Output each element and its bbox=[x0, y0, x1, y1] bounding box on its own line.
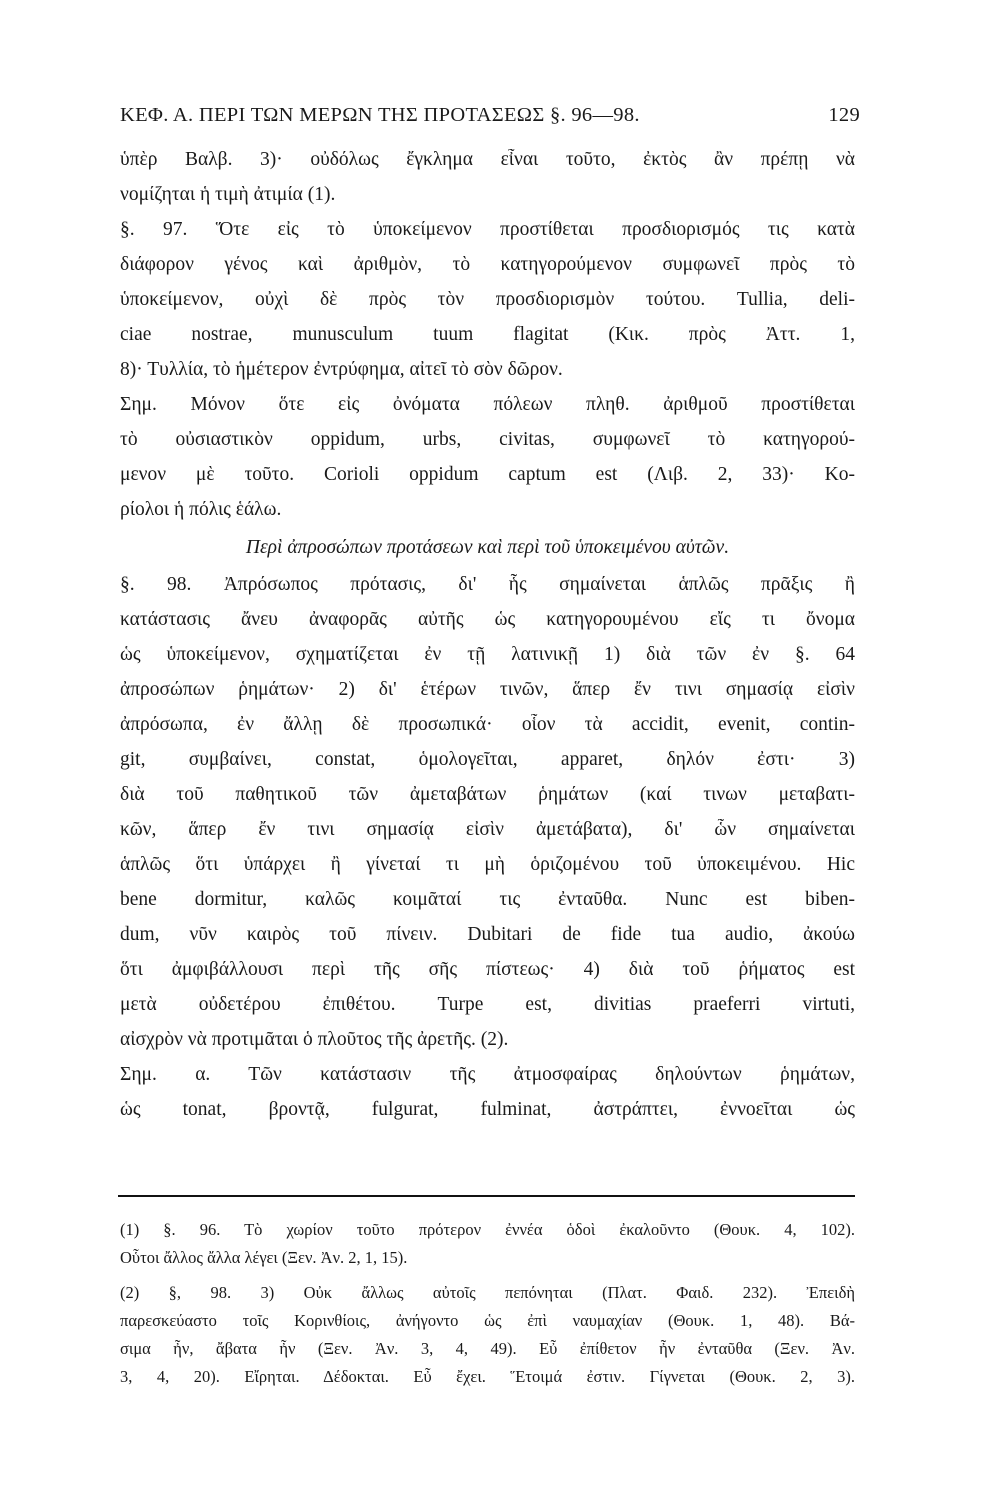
footnote-line: παρεσκεύαστο τοῖς Κορινθίοις, ἀνήγοντο ὡς ἐπὶ ναυμαχίαν (Θουκ. 1, 48). Βά- bbox=[120, 1311, 855, 1330]
text-line: ὑποκείμενον, οὐχὶ δὲ πρὸς τὸν προσδιορισμὸν τούτου. Tullia, deli- bbox=[120, 289, 855, 310]
text-line: git, συμβαίνει, constat, ὁμολογεῖται, apparet, δηλόν ἐστι· 3) bbox=[120, 749, 855, 770]
footnote-line: (1) §. 96. Τὸ χωρίον τοῦτο πρότερον ἐννέα ὁδοὶ ἐκαλοῦντο (Θουκ. 4, 102). bbox=[120, 1220, 855, 1239]
footnote-line: 3, 4, 20). Εἴρηται. Δέδοκται. Εὖ ἔχει. Ἕτοιμά ἐστιν. Γίγνεται (Θουκ. 2, 3). bbox=[120, 1367, 855, 1386]
text-line: αἰσχρὸν νὰ προτιμᾶται ὁ πλοῦτος τῆς ἀρετῆς. (2). bbox=[120, 1029, 509, 1050]
text-line: ὡς ὑποκείμενον, σχηματίζεται ἐν τῇ λατινικῇ 1) διὰ τῶν ἐν §. 64 bbox=[120, 644, 855, 665]
text-line: τὸ οὐσιαστικὸν oppidum, urbs, civitas, συμφωνεῖ τὸ κατηγορού- bbox=[120, 429, 855, 450]
text-line: Σημ. α. Τῶν κατάστασιν τῆς ἀτμοσφαίρας δηλούντων ῥημάτων, bbox=[120, 1064, 855, 1085]
running-header bbox=[120, 104, 860, 127]
text-line: ciae nostrae, munusculum tuum flagitat (Κικ. πρὸς Ἀττ. 1, bbox=[120, 324, 855, 345]
text-line: §. 97. Ὅτε εἰς τὸ ὑποκείμενον προστίθεται προσδιορισμός τις κατὰ bbox=[120, 219, 855, 240]
text-line: μετὰ οὐδετέρου ἐπιθέτου. Turpe est, divitias praeferri virtuti, bbox=[120, 994, 855, 1015]
text-line: Σημ. Μόνον ὅτε εἰς ὀνόματα πόλεων πληθ. ἀριθμοῦ προστίθεται bbox=[120, 394, 855, 415]
text-line: ὑπὲρ Βαλβ. 3)· οὐδόλως ἔγκλημα εἶναι τοῦτο, ἐκτὸς ἂν πρέπῃ νὰ bbox=[120, 149, 855, 170]
footnote-divider bbox=[118, 1195, 855, 1197]
text-line: ὡς tonat, βροντᾷ, fulgurat, fulminat, ἀστράπτει, ἐννοεῖται ὡς bbox=[120, 1099, 855, 1120]
text-line: ἀπροσώπων ῥημάτων· 2) δι' ἑτέρων τινῶν, ἅπερ ἔν τινι σημασίᾳ εἰσὶν bbox=[120, 679, 855, 700]
footnote-line: σιμα ἦν, ἄβατα ἦν (Ξεν. Ἀν. 3, 4, 49). Εὖ ἐπίθετον ἦν ἐνταῦθα (Ξεν. Ἀν. bbox=[120, 1339, 855, 1358]
text-line: ἀπρόσωπα, ἐν ἄλλῃ δὲ προσωπικά· οἷον τὰ accidit, evenit, contin- bbox=[120, 714, 855, 735]
text-line: διάφορον γένος καὶ ἀριθμὸν, τὸ κατηγορούμενον συμφωνεῖ πρὸς τὸ bbox=[120, 254, 855, 275]
text-line: κῶν, ἅπερ ἔν τινι σημασίᾳ εἰσὶν ἀμετάβατα), δι' ὧν σημαίνεται bbox=[120, 819, 855, 840]
footnote-line: (2) §, 98. 3) Οὐκ ἄλλως αὐτοῖς πεπόνηται (Πλατ. Φαιδ. 232). Ἐπειδὴ bbox=[120, 1283, 855, 1302]
section-heading: Περὶ ἀπροσώπων προτάσεων καὶ περὶ τοῦ ὑποκειμένου αὐτῶν. bbox=[245, 537, 730, 558]
chapter-title: ΚΕΦ. Α. ΠΕΡΙ ΤΩΝ ΜΕΡΩΝ ΤΗΣ ΠΡΟΤΑΣΕΩΣ §. 96—98. bbox=[120, 104, 640, 126]
text-line: νομίζηται ἡ τιμὴ ἀτιμία (1). bbox=[120, 184, 336, 205]
text-line: μενον μὲ τοῦτο. Corioli oppidum captum est (Λιβ. 2, 33)· Κο- bbox=[120, 464, 855, 485]
text-line: διὰ τοῦ παθητικοῦ τῶν ἀμεταβάτων ῥημάτων (καί τινων μεταβατι- bbox=[120, 784, 855, 805]
text-line: ρίολοι ἡ πόλις ἑάλω. bbox=[120, 499, 282, 520]
footnote-line: Οὗτοι ἄλλος ἄλλα λέγει (Ξεν. Ἀν. 2, 1, 15). bbox=[120, 1248, 408, 1267]
text-line: ὅτι ἀμφιβάλλουσι περὶ τῆς σῆς πίστεως· 4) διὰ τοῦ ῥήματος est bbox=[120, 959, 855, 980]
text-line: §. 98. Ἀπρόσωπος πρότασις, δι' ἧς σημαίνεται ἁπλῶς πρᾶξις ἢ bbox=[120, 574, 855, 595]
text-line: 8)· Τυλλία, τὸ ἡμέτερον ἐντρύφημα, αἰτεῖ τὸ σὸν δῶρον. bbox=[120, 359, 563, 380]
text-line: bene dormitur, καλῶς κοιμᾶταί τις ἐνταῦθα. Nunc est biben- bbox=[120, 889, 855, 910]
text-line: κατάστασις ἄνευ ἀναφορᾶς αὐτῆς ὡς κατηγορουμένου εἴς τι ὄνομα bbox=[120, 609, 855, 630]
text-line: ἁπλῶς ὅτι ὑπάρχει ἢ γίνεταί τι μὴ ὁριζομένου τοῦ ὑποκειμένου. Hic bbox=[120, 854, 855, 875]
page-number: 129 bbox=[828, 104, 860, 126]
text-line: dum, νῦν καιρὸς τοῦ πίνειν. Dubitari de fide tua audio, ἀκούω bbox=[120, 924, 855, 945]
